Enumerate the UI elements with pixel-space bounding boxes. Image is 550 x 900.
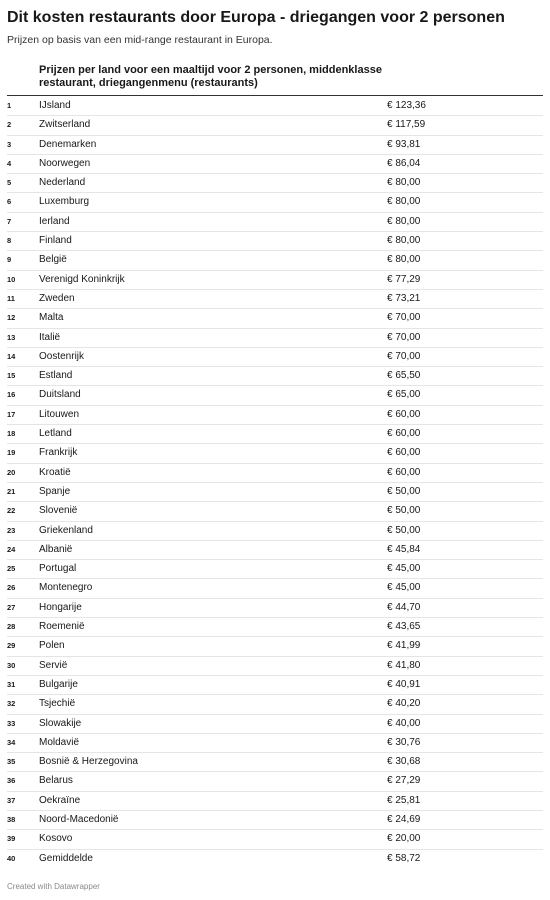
price-cell: € 20,00 [387,833,421,845]
country-cell: Tsjechië [39,698,76,710]
table-row [7,830,543,849]
rank-cell: 2 [7,120,12,130]
rank-cell: 33 [7,718,16,728]
table-row [7,444,543,463]
table-row [7,329,543,348]
country-cell: Bosnië & Herzegovina [39,756,138,768]
rank-cell: 37 [7,795,16,805]
rank-cell: 24 [7,544,16,554]
rank-cell: 14 [7,351,16,361]
price-cell: € 117,59 [387,119,426,131]
country-cell: Griekenland [39,524,93,536]
country-cell: Bulgarije [39,678,78,690]
table-row [7,579,543,598]
price-cell: € 70,00 [387,350,421,362]
rank-cell: 34 [7,737,16,747]
price-cell: € 60,00 [387,428,421,440]
country-cell: Letland [39,428,72,440]
country-cell: Kosovo [39,833,73,845]
price-cell: € 45,00 [387,582,421,594]
country-cell: Frankrijk [39,447,78,459]
rank-cell: 13 [7,332,16,342]
rank-cell: 30 [7,660,16,670]
price-cell: € 40,20 [387,698,421,710]
header-divider [7,95,543,96]
table-row [7,367,543,386]
table-row [7,232,543,251]
country-cell: Slovenië [39,505,78,517]
table-row [7,136,543,155]
rank-cell: 9 [7,255,12,265]
table-row [7,657,543,676]
price-cell: € 40,91 [387,678,421,690]
price-cell: € 65,00 [387,389,421,401]
rank-cell: 1 [7,101,12,110]
price-cell: € 86,04 [387,157,421,169]
table-row [7,715,543,734]
price-cell: € 24,69 [387,813,421,825]
table-row [7,464,543,483]
country-cell: Portugal [39,563,77,575]
country-cell: Zwitserland [39,119,91,131]
country-cell: Estland [39,370,73,382]
price-cell: € 41,99 [387,640,421,652]
rank-cell: 17 [7,409,16,419]
table-row [7,97,543,116]
rank-cell: 40 [7,853,16,863]
country-cell: Duitsland [39,389,81,401]
rank-cell: 25 [7,564,16,574]
country-cell: Noord-Macedonië [39,813,119,825]
country-cell: IJsland [39,100,71,111]
country-cell: Malta [39,312,64,324]
table-row [7,734,543,753]
country-cell: Hongarije [39,601,82,613]
country-cell: Oostenrijk [39,350,85,362]
country-cell: Noorwegen [39,157,91,169]
price-cell: € 60,00 [387,466,421,478]
price-cell: € 93,81 [387,138,421,150]
country-cell: België [39,254,67,266]
price-cell: € 80,00 [387,196,421,208]
country-cell: Moldavië [39,736,80,748]
country-cell: Italië [39,331,61,343]
rank-cell: 28 [7,622,16,632]
price-cell: € 30,68 [387,756,421,768]
price-cell: € 77,29 [387,273,421,285]
country-cell: Slowakije [39,717,82,729]
table-row [7,213,543,232]
table-row [7,116,543,135]
rank-cell: 38 [7,814,16,824]
country-cell: Albanië [39,543,73,555]
rank-cell: 15 [7,371,16,381]
price-cell: € 60,00 [387,447,421,459]
table-row [7,386,543,405]
country-cell: Finland [39,235,72,247]
table-row [7,251,543,270]
price-cell: € 44,70 [387,601,421,613]
price-cell: € 70,00 [387,331,421,343]
table-row [7,772,543,791]
price-cell: € 25,81 [387,794,421,806]
price-cell: € 65,50 [387,370,421,382]
chart-subtitle: Prijzen op basis van een mid-range restaurant in Europa. [7,34,273,46]
rank-cell: 3 [7,139,12,149]
chart-title: Dit kosten restaurants door Europa - driegangen voor 2 personen [7,9,505,26]
rank-cell: 22 [7,506,16,516]
table-row [7,599,543,618]
table-row [7,155,543,174]
country-cell: Servië [39,659,68,671]
price-cell: € 50,00 [387,524,421,536]
table-row [7,309,543,328]
country-cell: Zweden [39,292,75,304]
country-cell: Spanje [39,485,71,497]
table-row [7,425,543,444]
table-row [7,290,543,309]
rank-cell: 23 [7,525,16,535]
price-cell: € 73,21 [387,292,421,304]
table-row [7,541,543,560]
country-cell: Kroatië [39,466,71,478]
rank-cell: 26 [7,583,16,593]
country-cell: Litouwen [39,408,80,420]
datawrapper-credit[interactable]: Created with Datawrapper [7,882,100,891]
table-row [7,637,543,656]
country-cell: Luxemburg [39,196,90,208]
rank-cell: 12 [7,313,16,323]
price-cell: € 80,00 [387,235,421,247]
country-cell: Polen [39,640,65,652]
table-row [7,193,543,212]
price-cell: € 80,00 [387,215,421,227]
price-cell: € 70,00 [387,312,421,324]
table-row [7,271,543,290]
price-cell: € 45,00 [387,563,421,575]
country-cell: Ierland [39,215,70,227]
rank-cell: 8 [7,236,12,246]
price-cell: € 45,84 [387,543,421,555]
rank-cell: 7 [7,216,12,226]
rank-cell: 11 [7,293,15,303]
country-cell: Verenigd Koninkrijk [39,273,125,285]
table-row [7,618,543,637]
rank-cell: 10 [7,274,16,284]
rank-cell: 5 [7,178,12,188]
rank-cell: 39 [7,834,16,844]
price-cell: € 50,00 [387,485,421,497]
rank-cell: 36 [7,776,16,786]
table-row [7,560,543,579]
rank-cell: 31 [7,679,16,689]
rank-cell: 16 [7,390,16,400]
table-row [7,792,543,811]
price-cell: € 50,00 [387,505,421,517]
rank-cell: 18 [7,429,16,439]
table-row [7,811,543,830]
table-row [7,753,543,772]
price-cell: € 40,00 [387,717,421,729]
table-row [7,348,543,367]
price-cell: € 58,72 [387,852,421,864]
rank-cell: 35 [7,757,16,767]
column-header: Prijzen per land voor een maaltijd voor 2 personen, middenklasse restaurant, driegangenmenu (restaurants) [39,64,382,89]
country-cell: Gemiddelde [39,852,93,864]
table-row [7,483,543,502]
country-cell: Nederland [39,177,86,189]
rank-cell: 27 [7,602,16,612]
table-row [7,695,543,714]
country-cell: Roemenië [39,621,85,633]
table-row [7,676,543,695]
rank-cell: 29 [7,641,16,651]
table-row [7,174,543,193]
table-row [7,850,543,869]
rank-cell: 20 [7,467,16,477]
price-cell: € 41,80 [387,659,421,671]
price-cell: € 80,00 [387,177,421,189]
country-cell: Oekraïne [39,794,81,806]
rank-cell: 4 [7,158,12,168]
price-cell: € 27,29 [387,775,421,787]
price-cell: € 43,65 [387,621,421,633]
table-row [7,406,543,425]
price-cell: € 80,00 [387,254,421,266]
country-cell: Montenegro [39,582,93,594]
rank-cell: 32 [7,699,16,709]
country-cell: Denemarken [39,138,97,150]
price-cell: € 30,76 [387,736,421,748]
country-cell: Belarus [39,775,73,787]
price-cell: € 123,36 [387,100,426,111]
rank-cell: 19 [7,448,16,458]
table-row [7,522,543,541]
rank-cell: 21 [7,486,16,496]
price-cell: € 60,00 [387,408,421,420]
data-table [7,97,543,869]
rank-cell: 6 [7,197,12,207]
table-row [7,502,543,521]
